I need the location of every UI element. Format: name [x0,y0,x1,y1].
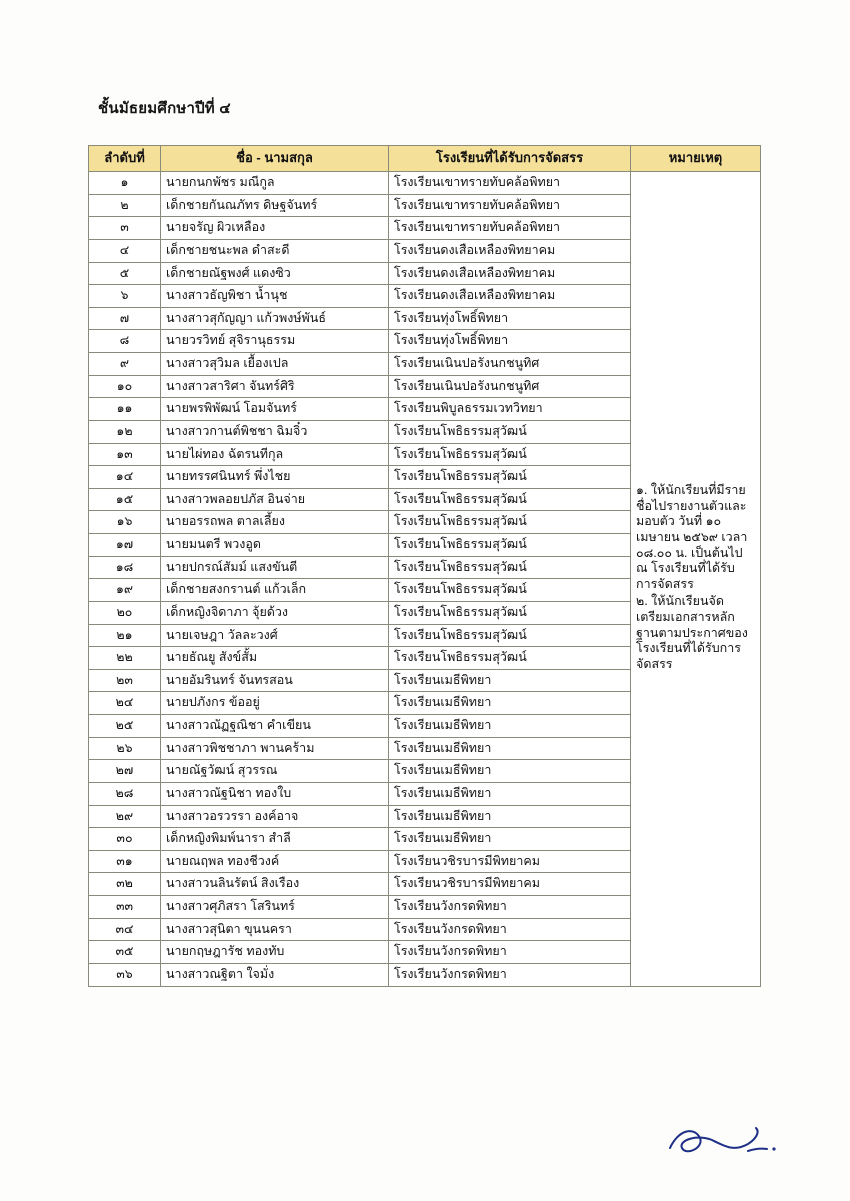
cell-school: โรงเรียนเมธีพิทยา [389,828,631,851]
cell-school: โรงเรียนเมธีพิทยา [389,782,631,805]
cell-school: โรงเรียนเนินปอรังนกชนูทิศ [389,353,631,376]
signature-mark [664,1118,784,1166]
cell-school: โรงเรียนวชิรบารมีพิทยาคม [389,873,631,896]
cell-school: โรงเรียนพิบูลธรรมเวทวิทยา [389,398,631,421]
cell-student-name: นายจรัญ ผิวเหลือง [161,217,389,240]
cell-school: โรงเรียนโพธิธรรมสุวัฒน์ [389,556,631,579]
cell-student-name: นางสาวสุนิตา ขุนนครา [161,918,389,941]
column-header-note: หมายเหตุ [631,146,761,172]
cell-school: โรงเรียนโพธิธรรมสุวัฒน์ [389,511,631,534]
cell-school: โรงเรียนเขาทรายทับคล้อพิทยา [389,172,631,195]
note-line: ๑. ให้นักเรียนที่มีรายชื่อไปรายงานตัวและมอบตัว วันที่ ๑๐ เมษายน ๒๕๖๙ เวลา ๐๘.๐๐ น. เป็นต้นไป ณ โรงเรียนที่ได้รับการจัดสรร [636,483,748,591]
cell-student-name: นางสาวธัญพิชา น้ำนุช [161,285,389,308]
cell-student-name: นางสาวสุวิมล เยื้องเปล [161,353,389,376]
cell-school: โรงเรียนเขาทรายทับคล้อพิทยา [389,194,631,217]
cell-student-name: นายมนตรี พวงอูด [161,534,389,557]
cell-no: ๓ [89,217,161,240]
cell-student-name: นางสาวนลินรัตน์ สิงเรือง [161,873,389,896]
cell-student-name: นางสาวสาริศา จันทร์ศิริ [161,375,389,398]
cell-no: ๒๕ [89,715,161,738]
cell-school: โรงเรียนโพธิธรรมสุวัฒน์ [389,443,631,466]
cell-no: ๓๕ [89,941,161,964]
cell-no: ๕ [89,262,161,285]
cell-student-name: นายณัฐวัฒน์ สุวรรณ [161,760,389,783]
cell-no: ๑๑ [89,398,161,421]
cell-school: โรงเรียนเมธีพิทยา [389,692,631,715]
cell-no: ๒๘ [89,782,161,805]
cell-student-name: นายณฤพล ทองชีวงค์ [161,850,389,873]
cell-no: ๗ [89,307,161,330]
cell-no: ๒ [89,194,161,217]
cell-no: ๒๒ [89,647,161,670]
cell-school: โรงเรียนวังกรดพิทยา [389,918,631,941]
cell-student-name: นายปภังกร ข้ออยู่ [161,692,389,715]
cell-school: โรงเรียนเมธีพิทยา [389,669,631,692]
cell-student-name: นายปกรณ์สัมม์ แสงขันตี [161,556,389,579]
cell-no: ๒๓ [89,669,161,692]
cell-student-name: นายอรรถพล ตาลเลี้ยง [161,511,389,534]
cell-no: ๒๐ [89,601,161,624]
cell-no: ๑๗ [89,534,161,557]
column-header-no: ลำดับที่ [89,146,161,172]
cell-no: ๓๑ [89,850,161,873]
cell-no: ๑๒ [89,420,161,443]
cell-no: ๓๖ [89,963,161,986]
cell-student-name: เด็กชายณัฐพงศ์ แดงซิว [161,262,389,285]
cell-student-name: นางสาวณฐิตา ใจมั่ง [161,963,389,986]
table-row [89,172,761,195]
cell-student-name: เด็กชายกันณภัทร ดิษฐจันทร์ [161,194,389,217]
cell-school: โรงเรียนเมธีพิทยา [389,805,631,828]
page-title: ชั้นมัธยมศึกษาปีที่ ๔ [98,100,231,117]
cell-student-name: นายไผ่ทอง ฉัตรนทีกุล [161,443,389,466]
cell-student-name: นางสาวกานต์พิชชา ฉิมจิ๋ว [161,420,389,443]
cell-student-name: นายอัมรินทร์ จันทรสอน [161,669,389,692]
roster-table-body [89,172,761,987]
cell-no: ๑๙ [89,579,161,602]
cell-no: ๒๑ [89,624,161,647]
cell-no: ๒๙ [89,805,161,828]
cell-student-name: นายธัณยู สังข์สั้ม [161,647,389,670]
cell-no: ๑๓ [89,443,161,466]
cell-student-name: นางสาวพิชชาภา พานคร้าม [161,737,389,760]
cell-school: โรงเรียนโพธิธรรมสุวัฒน์ [389,579,631,602]
cell-school: โรงเรียนทุ่งโพธิ์พิทยา [389,330,631,353]
cell-student-name: นางสาวพลอยปภัส อินจ่าย [161,488,389,511]
cell-student-name: เด็กหญิงจิดาภา จุ้ยด้วง [161,601,389,624]
cell-no: ๖ [89,285,161,308]
cell-student-name: นายวรวิทย์ สุจิรานุธรรม [161,330,389,353]
cell-no: ๓๔ [89,918,161,941]
cell-school: โรงเรียนโพธิธรรมสุวัฒน์ [389,624,631,647]
cell-student-name: เด็กชายชนะพล ดำสะดี [161,239,389,262]
column-header-school: โรงเรียนที่ได้รับการจัดสรร [389,146,631,172]
cell-student-name: นางสาวสุกัญญา แก้วพงษ์พันธ์ [161,307,389,330]
cell-school: โรงเรียนดงเสือเหลืองพิทยาคม [389,285,631,308]
table-header-row [89,146,761,172]
cell-school: โรงเรียนดงเสือเหลืองพิทยาคม [389,262,631,285]
cell-student-name: นายกนกพัชร มณีกูล [161,172,389,195]
cell-no: ๑๐ [89,375,161,398]
cell-no: ๒๖ [89,737,161,760]
cell-school: โรงเรียนเมธีพิทยา [389,715,631,738]
cell-no: ๘ [89,330,161,353]
cell-school: โรงเรียนเมธีพิทยา [389,737,631,760]
cell-school: โรงเรียนโพธิธรรมสุวัฒน์ [389,601,631,624]
cell-school: โรงเรียนวังกรดพิทยา [389,963,631,986]
cell-student-name: เด็กชายสงกรานต์ แก้วเล็ก [161,579,389,602]
cell-school: โรงเรียนดงเสือเหลืองพิทยาคม [389,239,631,262]
cell-student-name: นายทรรศนินทร์ พึ่งไชย [161,466,389,489]
cell-school: โรงเรียนเมธีพิทยา [389,760,631,783]
cell-no: ๓๐ [89,828,161,851]
cell-student-name: เด็กหญิงพิมพ์นารา สำลี [161,828,389,851]
cell-no: ๑๕ [89,488,161,511]
cell-no: ๓๒ [89,873,161,896]
cell-no: ๓๓ [89,896,161,919]
cell-no: ๑๖ [89,511,161,534]
note-line: ๒. ให้นักเรียนจัดเตรียมเอกสารหลักฐานตามประกาศของโรงเรียนที่ได้รับการจัดสรร [636,594,748,671]
cell-school: โรงเรียนโพธิธรรมสุวัฒน์ [389,466,631,489]
cell-no: ๑ [89,172,161,195]
cell-student-name: นายเจษฎา วัลละวงศ์ [161,624,389,647]
cell-no: ๒๔ [89,692,161,715]
cell-student-name: นางสาวณัฏฐณิชา คำเขียน [161,715,389,738]
cell-student-name: นายพรพิพัฒน์ โอมจันทร์ [161,398,389,421]
cell-no: ๔ [89,239,161,262]
cell-school: โรงเรียนเนินปอรังนกชนูทิศ [389,375,631,398]
cell-school: โรงเรียนโพธิธรรมสุวัฒน์ [389,488,631,511]
cell-note [631,172,761,987]
cell-school: โรงเรียนโพธิธรรมสุวัฒน์ [389,420,631,443]
cell-school: โรงเรียนวังกรดพิทยา [389,896,631,919]
cell-no: ๑๔ [89,466,161,489]
roster-table-container [88,145,760,987]
column-header-name: ชื่อ - นามสกุล [161,146,389,172]
cell-student-name: นางสาวณัฐนิชา ทองใบ [161,782,389,805]
cell-student-name: นางสาวอรวรรา องค์อาจ [161,805,389,828]
roster-table [88,145,761,987]
cell-school: โรงเรียนวชิรบารมีพิทยาคม [389,850,631,873]
cell-school: โรงเรียนเขาทรายทับคล้อพิทยา [389,217,631,240]
cell-student-name: นายกฤษฎารัช ทองทับ [161,941,389,964]
cell-school: โรงเรียนวังกรดพิทยา [389,941,631,964]
cell-student-name: นางสาวศุภิสรา โสรินทร์ [161,896,389,919]
cell-school: โรงเรียนโพธิธรรมสุวัฒน์ [389,534,631,557]
note-block [636,483,755,673]
cell-school: โรงเรียนโพธิธรรมสุวัฒน์ [389,647,631,670]
cell-school: โรงเรียนทุ่งโพธิ์พิทยา [389,307,631,330]
cell-no: ๒๗ [89,760,161,783]
cell-no: ๑๘ [89,556,161,579]
cell-no: ๙ [89,353,161,376]
